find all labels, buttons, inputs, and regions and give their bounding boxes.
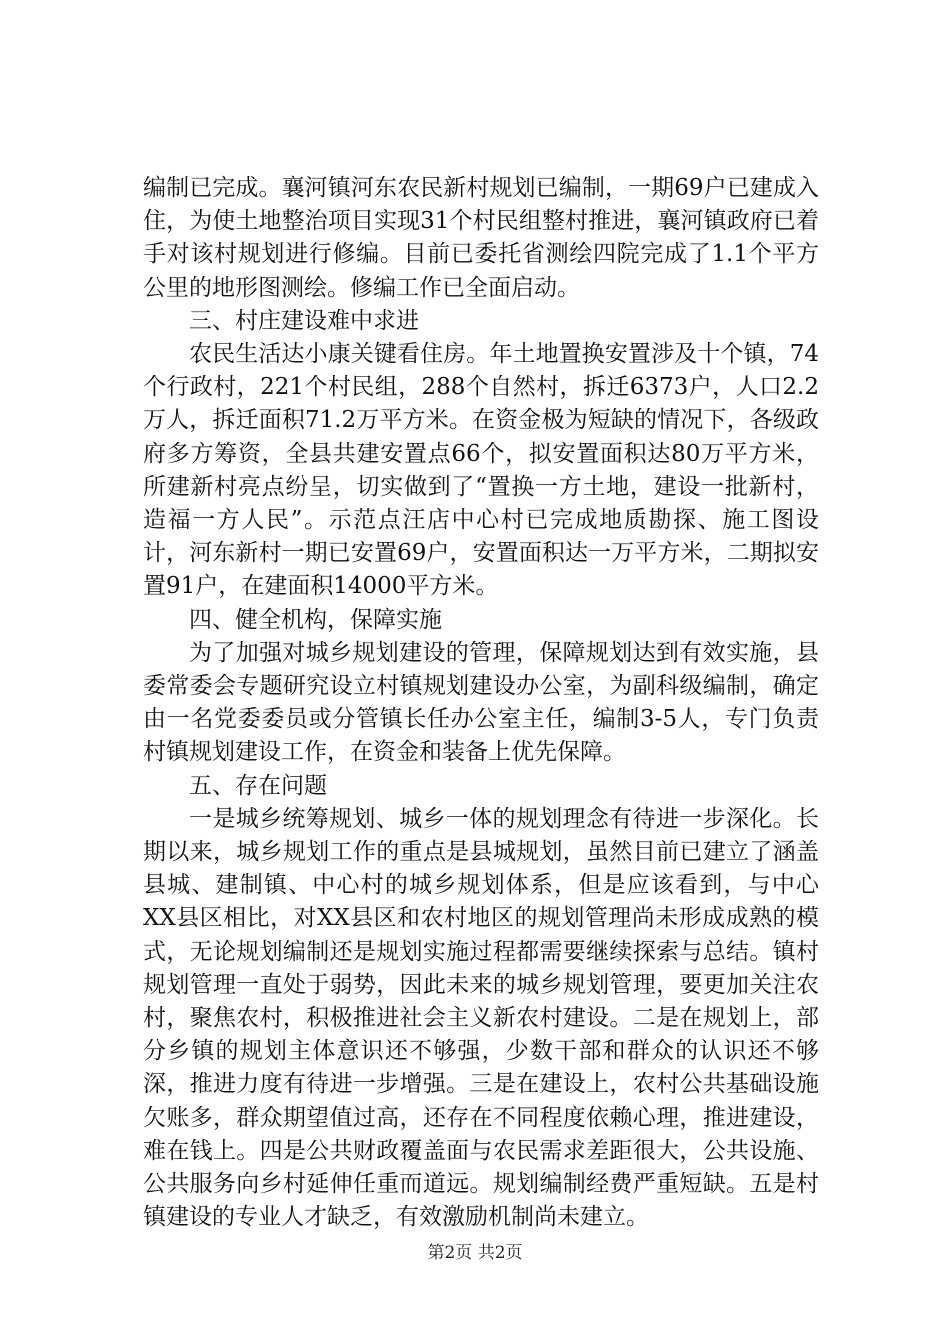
paragraph-organization: 为了加强对城乡规划建设的管理，保障规划达到有效实施，县委常委会专题研究设立村镇规划建设办公室，为副科级编制，确定由一名党委委员或分管镇长任办公室主任，编制3-5人，专门负责村镇规划建设工作，在资金和装备上优先保障。: [143, 639, 819, 766]
paragraph-village-construction: 农民生活达小康关键看住房。年土地置换安置涉及十个镇，74个行政村，221个村民组，288个自然村，拆迁6373户，人口2.2万人，拆迁面积71.2万平方米。在资金极为短缺的情况下，各级政府多方筹资，全县共建安置点66个，拟安置面积达80万平方米，所建新村亮点纷呈，切实做到了“置换一方土地，建设一批新村，造福一方人民”。示范点汪店中心村已完成地质勘探、施工图设计，河东新村一期已安置69户，安置面积达一万平方米，二期拟安置91户，在建面积14000平方米。: [143, 341, 819, 600]
paragraph-problems: 一是城乡统筹规划、城乡一体的规划理念有待进一步深化。长期以来，城乡规划工作的重点是县城规划，虽然目前已建立了涵盖县城、建制镇、中心村的城乡规划体系，但是应该看到，与中心XX县区相比，对XX县区和农村地区的规划管理尚未形成成熟的模式，无论规划编制还是规划实施过程都需要继续探索与总结。镇村规划管理一直处于弱势，因此未来的城乡规划管理，要更加关注农村，聚焦农村，积极推进社会主义新农村建设。二是在规划上，部分乡镇的规划主体意识还不够强，少数干部和群众的认识还不够深，推进力度有待进一步增强。三是在建设上，农村公共基础设施欠账多，群众期望值过高，还存在不同程度依赖心理，推进建设，难在钱上。四是公共财政覆盖面与农民需求差距很大，公共设施、公共服务向乡村延伸任重而道远。规划编制经费严重短缺。五是村镇建设的专业人才缺乏，有效激励机制尚未建立。: [143, 805, 819, 1231]
section-heading-problems: 五、存在问题: [189, 772, 327, 799]
section-heading-village-construction: 三、村庄建设难中求进: [189, 307, 419, 334]
section-heading-organization: 四、健全机构，保障实施: [189, 606, 442, 633]
document-body: [143, 172, 819, 1235]
paragraph-continuation: 编制已完成。襄河镇河东农民新村规划已编制，一期69户已建成入住，为使土地整治项目实现31个村民组整村推进，襄河镇政府已着手对该村规划进行修编。目前已委托省测绘四院完成了1.1个平方公里的地形图测绘。修编工作已全面启动。: [143, 175, 819, 301]
page-footer: 第2页 共2页: [427, 1243, 523, 1263]
